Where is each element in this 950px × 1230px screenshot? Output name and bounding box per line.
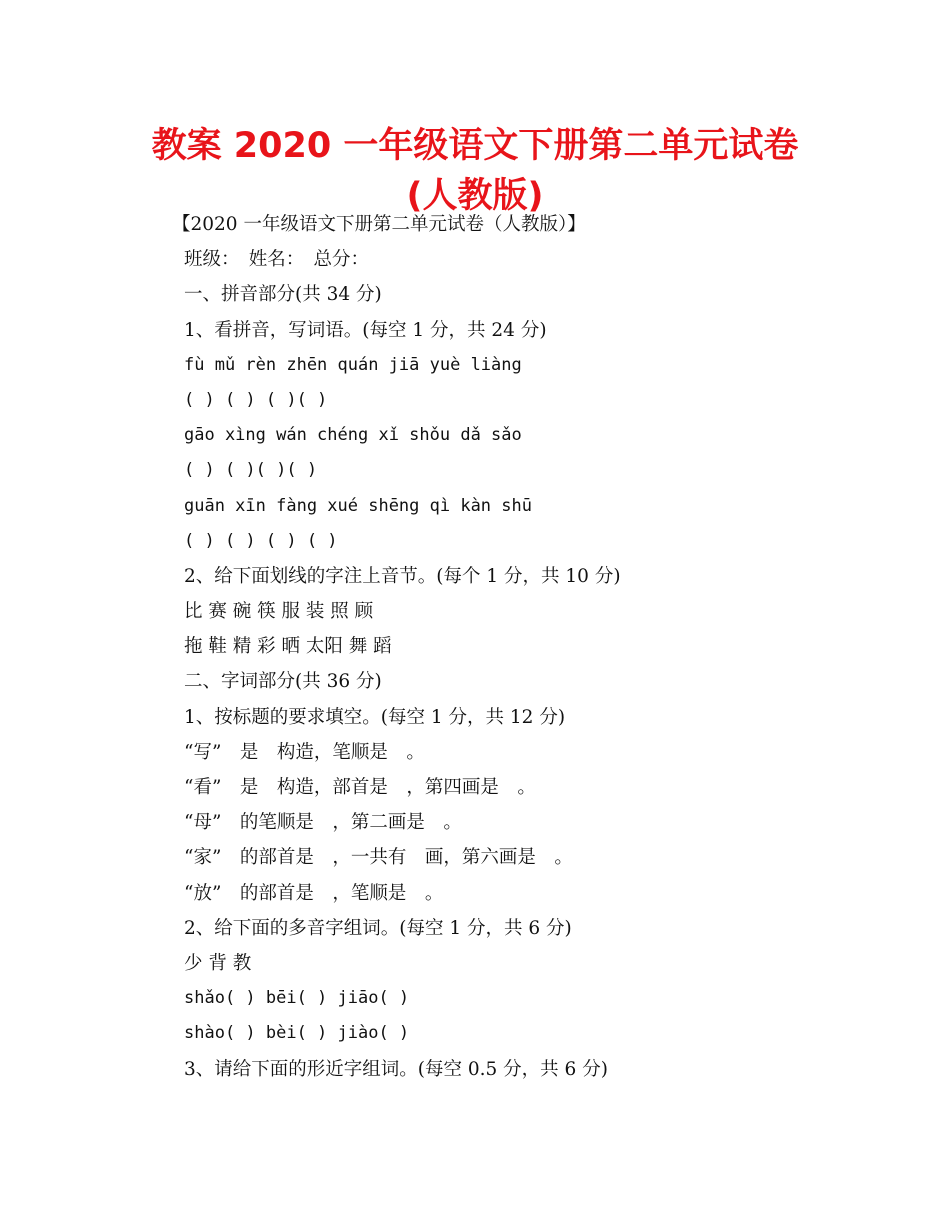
text-line: “写” 是 构造，笔顺是 。 [184,741,425,763]
text-line: ( ) ( ) ( ) ( ) [184,530,338,551]
text-line: ( ) ( ) ( )( ) [184,389,328,410]
text-line: shǎo( ) bēi( ) jiāo( ) [184,988,410,1009]
text-line: 1、按标题的要求填空。(每空 1 分，共 12 分) [184,706,566,728]
text-line: 拖 鞋 精 彩 晒 太阳 舞 蹈 [184,636,392,658]
text-line: 一、拼音部分(共 34 分) [184,284,382,306]
text-line: “家” 的部首是 ，一共有 画，第六画是 。 [184,847,573,869]
document-title-line-1: 教案 2020 一年级语文下册第二单元试卷 [151,126,799,166]
document-body [172,207,904,1087]
text-line: 比 赛 碗 筷 服 装 照 顾 [184,601,374,623]
text-line: “看” 是 构造，部首是 ，第四画是 。 [184,777,536,798]
text-line: 【2020 一年级语文下册第二单元试卷（人教版）】 [172,214,586,235]
text-line: 1、看拼音，写词语。(每空 1 分，共 24 分) [184,319,547,341]
text-line: “放” 的部首是 ，笔顺是 。 [184,882,444,904]
text-line: fù mǔ rèn zhēn quán jiā yuè liàng [184,354,522,375]
document-title-line-2: (人教版) [406,176,544,216]
text-line: 3、请给下面的形近字组词。(每空 0.5 分，共 6 分) [184,1058,608,1080]
text-line: “母” 的笔顺是 ，第二画是 。 [184,812,462,834]
text-line: 2、给下面的多音字组词。(每空 1 分，共 6 分) [184,917,572,939]
text-line: 二、字词部分(共 36 分) [184,671,382,693]
text-line: 2、给下面划线的字注上音节。(每个 1 分，共 10 分) [184,565,621,587]
text-line: 班级： 姓名： 总分： [184,249,370,271]
text-line: gāo xìng wán chéng xǐ shǒu dǎ sǎo [184,425,522,446]
text-line: guān xīn fàng xué shēng qì kàn shū [184,495,532,516]
text-line: 少 背 教 [184,952,252,974]
text-line: shào( ) bèi( ) jiào( ) [184,1023,410,1044]
text-line: ( ) ( )( )( ) [184,460,318,481]
